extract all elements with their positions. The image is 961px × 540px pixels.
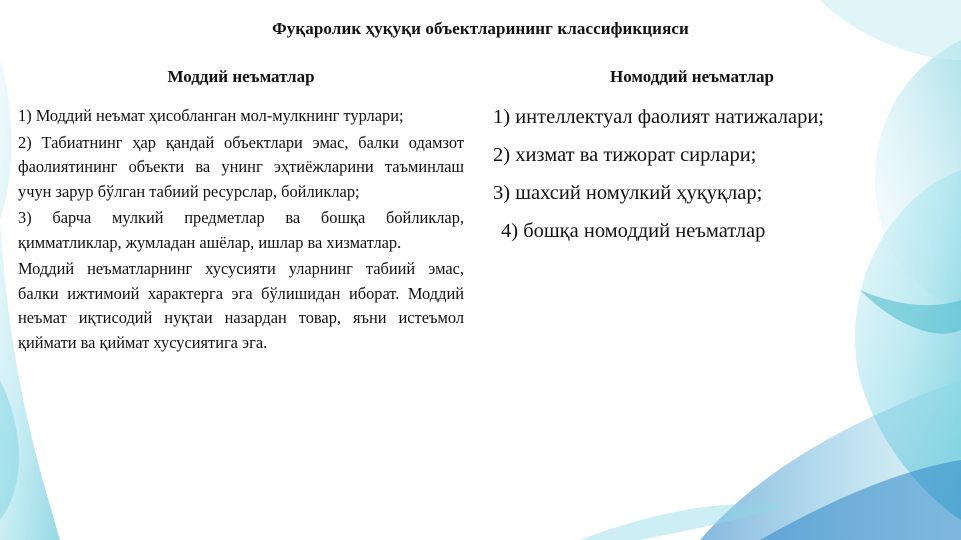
paragraph: Моддий неъматларнинг хусусияти уларнинг табиий эмас, балки ижтимоий характерга эга бўлишидан иборат. Моддий неъмат иқтисодий нуқтаи назардан товар, яъни истеъмол қиймати ва қиймат хусусиятига эга. <box>18 259 464 352</box>
list-item: 4) бошқа номоддий неъматлар <box>501 220 766 242</box>
right-column-heading: Номоддий неъматлар <box>610 67 774 86</box>
paragraph: 1) Моддий неъмат ҳисобланган мол-мулкнинг турлари; <box>18 106 404 125</box>
list-item: 2) хизмат ва тижорат сирлари; <box>493 144 757 166</box>
material-goods-text <box>18 104 464 357</box>
list-item: 3) шахсий номулкий ҳуқуқлар; <box>493 182 763 204</box>
intangible-goods-list <box>493 105 873 257</box>
paragraph: 3) барча мулкий предметлар ва бошқа бойликлар, қимматликлар, жумладан ашёлар, ишлар ва хизматлар. <box>18 208 464 252</box>
list-item: 1) интеллектуал фаолият натижалари; <box>493 106 824 128</box>
slide-title: Фуқаролик ҳуқуқи объектларининг классификцияси <box>272 19 689 38</box>
paragraph: 2) Табиатнинг ҳар қандай объектлари эмас, балки одамзот фаолиятининг объекти ва унинг эҳтиёжларини таъминлаш учун зарур бўлган табиий ресурслар, бойликлар; <box>18 132 464 201</box>
left-column-heading: Моддий неъматлар <box>167 67 315 86</box>
